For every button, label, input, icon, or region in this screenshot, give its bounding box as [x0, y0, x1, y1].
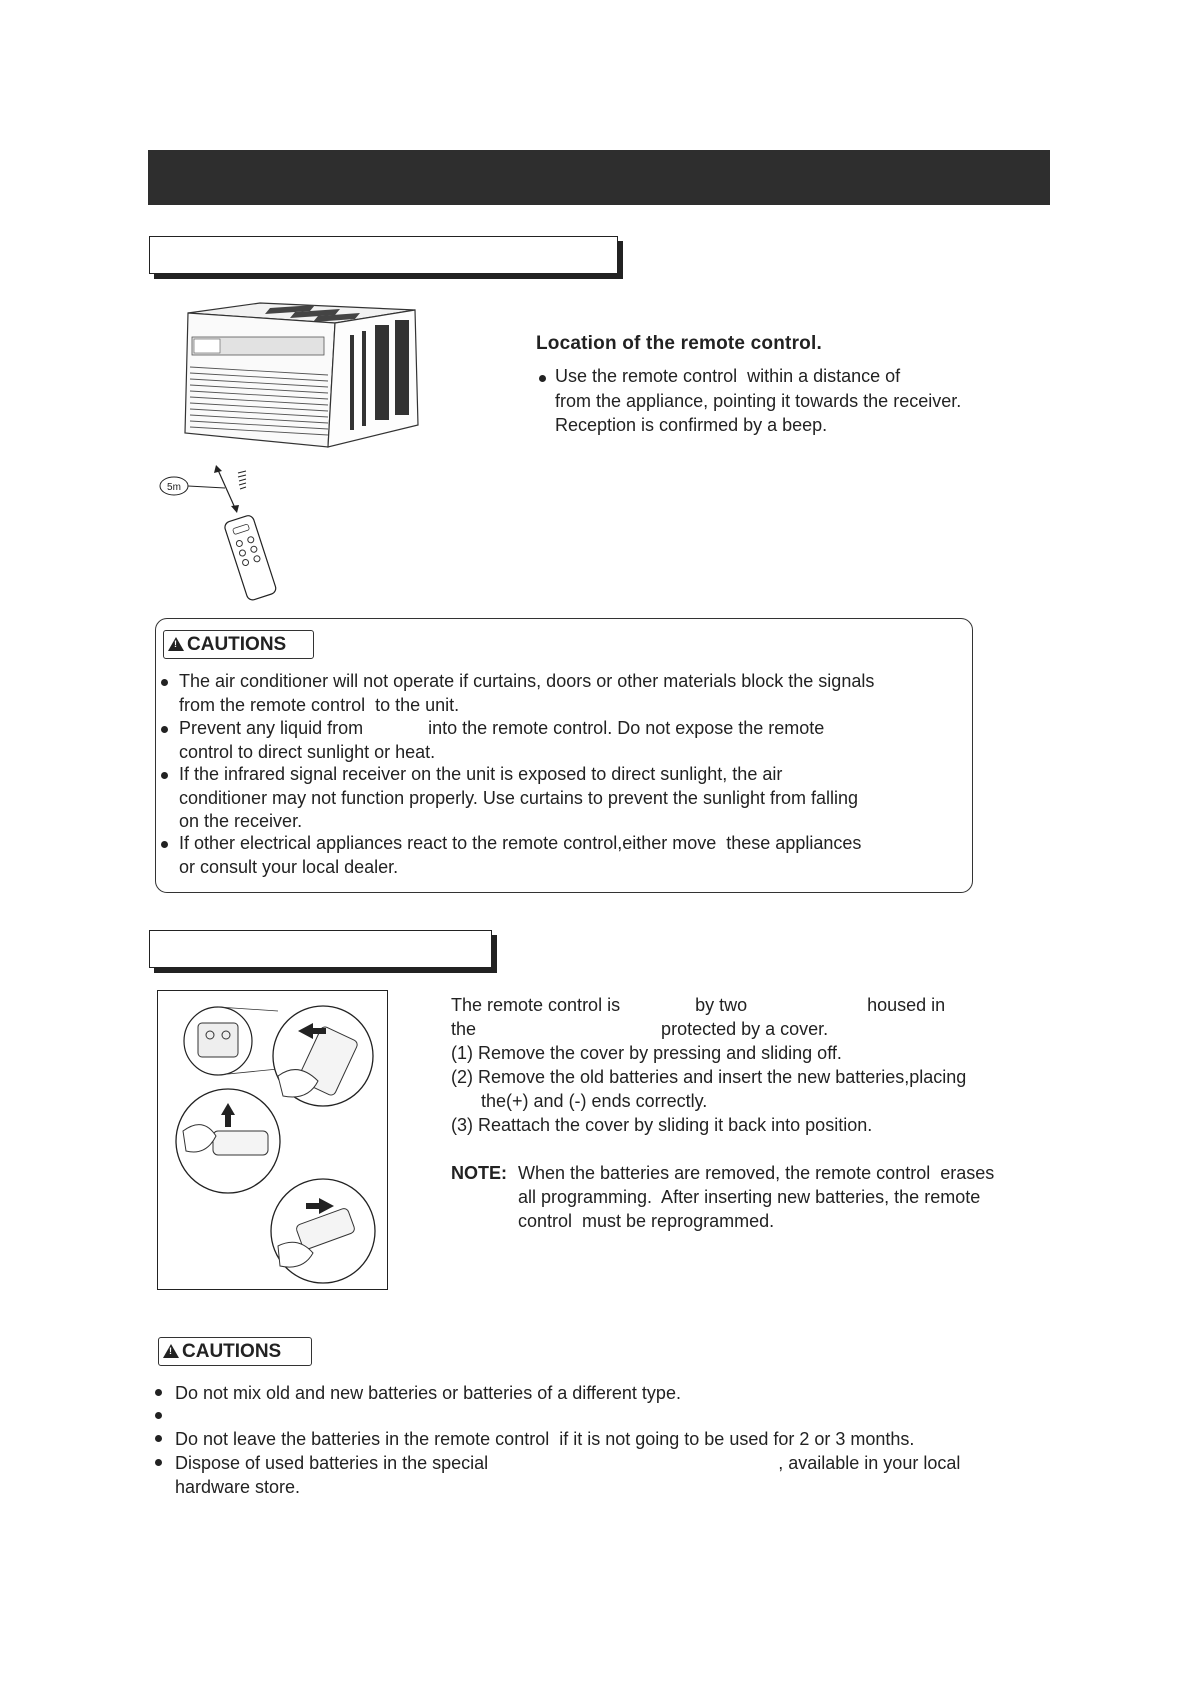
battery-installation-figure [157, 990, 388, 1290]
warning-triangle-icon: ! [168, 637, 184, 651]
battery-caution-3: Do not leave the batteries in the remote control if it is not going to be used for 2 or 3 months. [175, 1429, 915, 1449]
caution-3-line-3: on the receiver. [179, 811, 303, 831]
battery-step-3: (3) Reattach the cover by sliding it back into position. [451, 1115, 873, 1135]
location-line-3: Reception is confirmed by a beep. [555, 415, 828, 435]
location-heading: Location of the remote control. [536, 333, 822, 354]
battery-caution-4-line-2: hardware store. [175, 1477, 301, 1497]
caution-4-line-2: or consult your local dealer. [179, 857, 399, 877]
bullet-icon [155, 1412, 162, 1419]
caution-1-line-1: The air conditioner will not operate if curtains, doors or other materials block the signals [179, 671, 875, 691]
bullet-icon [155, 1389, 162, 1396]
caution-2-line-1: Prevent any liquid from into the remote control. Do not expose the remote [179, 718, 825, 738]
battery-caution-4-line-1: Dispose of used batteries in the special , available in your local [175, 1453, 961, 1473]
caution-1-line-2: from the remote control to the unit. [179, 695, 460, 715]
location-line-1: Use the remote control within a distance of [555, 366, 901, 386]
note-label: NOTE: [451, 1163, 507, 1183]
battery-intro-line-1: The remote control is by two housed in [451, 995, 946, 1015]
note-line-3: control must be reprogrammed. [518, 1211, 775, 1231]
location-line-2: from the appliance, pointing it towards the receiver. [555, 391, 962, 411]
cautions-label: ! CAUTIONS [158, 1337, 312, 1366]
warning-triangle-icon: ! [163, 1344, 179, 1358]
battery-step-2: (2) Remove the old batteries and insert the new batteries,placing [451, 1067, 967, 1087]
note-line-1: When the batteries are removed, the remote control erases [518, 1163, 995, 1183]
note-line-2: all programming. After inserting new batteries, the remote [518, 1187, 981, 1207]
battery-intro-line-2: the protected by a cover. [451, 1019, 829, 1039]
caution-3-line-1: If the infrared signal receiver on the unit is exposed to direct sunlight, the air [179, 764, 783, 784]
bullet-icon [155, 1435, 162, 1442]
bullet-icon [155, 1459, 162, 1466]
caution-3-line-2: conditioner may not function properly. Use curtains to prevent the sunlight from falling [179, 788, 859, 808]
page-header-bar [148, 150, 1050, 205]
battery-step-2-cont: the(+) and (-) ends correctly. [451, 1091, 708, 1111]
air-conditioner-remote-illustration [150, 295, 435, 610]
bullet-icon [161, 772, 168, 779]
bullet-icon [161, 679, 168, 686]
battery-step-1: (1) Remove the cover by pressing and sliding off. [451, 1043, 842, 1063]
distance-label: 5m [167, 482, 181, 493]
bullet-icon [161, 726, 168, 733]
bullet-icon [539, 375, 546, 382]
caution-2-line-2: control to direct sunlight or heat. [179, 742, 436, 762]
battery-caution-1: Do not mix old and new batteries or batteries of a different type. [175, 1383, 681, 1403]
caution-4-line-1: If other electrical appliances react to the remote control,either move these appliances [179, 833, 862, 853]
bullet-icon [161, 841, 168, 848]
section-title-box-batteries [149, 930, 492, 968]
cautions-label: ! CAUTIONS [163, 630, 314, 659]
section-title-box-remote-location [149, 236, 618, 274]
